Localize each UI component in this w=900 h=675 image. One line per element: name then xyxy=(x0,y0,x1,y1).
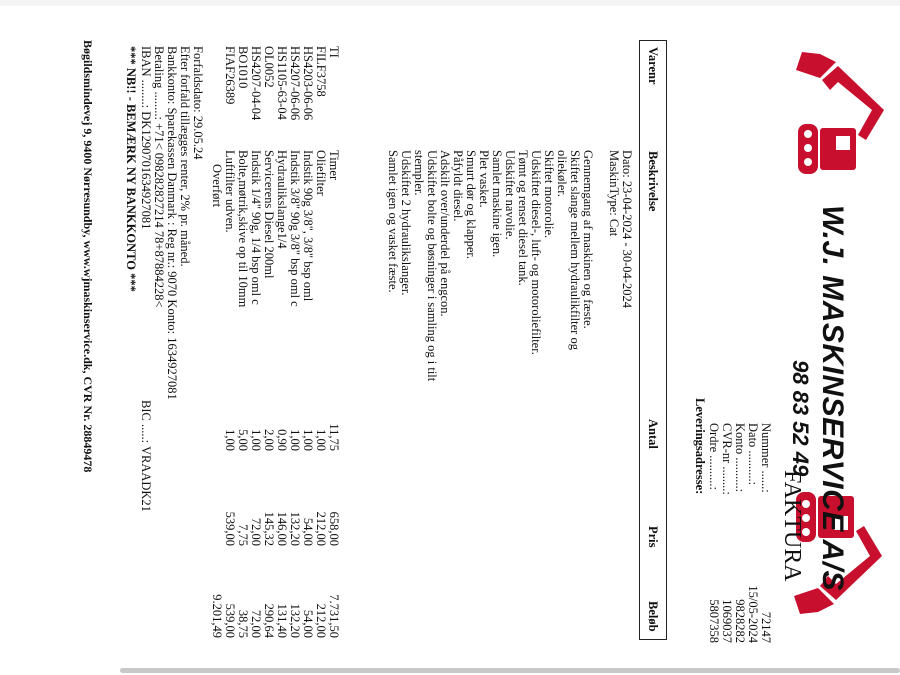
description-line: Tømt og renset diesel tank. xyxy=(516,150,530,286)
description-line: Skiftet slange mellem hydraulikfilter og xyxy=(568,150,582,350)
field-label: Dato ..........: xyxy=(746,423,760,486)
table-row xyxy=(314,46,327,640)
header-belob: Beløb xyxy=(646,601,660,632)
cell-pris: 132,20 xyxy=(288,511,302,546)
cell-belob: 132,20 xyxy=(288,603,302,638)
company-name: W.J. MASKINSERVICE A/S xyxy=(816,205,849,592)
payment-line: Efter forfald tillægges renter, 2% pr. måned. xyxy=(178,46,192,267)
table-row xyxy=(327,46,340,640)
cell-beskrivelse: Indstik 3/8" 90g 3/8" bsp oml c xyxy=(288,150,302,307)
cell-varenr: FIAF26389 xyxy=(223,46,237,105)
invoice-field-row xyxy=(720,423,733,643)
cell-beskrivelse: Bolte,møtrik,skive op til 10mm xyxy=(236,150,250,308)
description-line: stempler. xyxy=(412,150,426,196)
cell-antal: 1,00 xyxy=(314,429,328,451)
table-row xyxy=(223,46,236,640)
company-address: Bøgildsmindevej 9, 9400 Nørresundby, www.wjmaskinservice.dk, CVR Nr. 28849478 xyxy=(81,40,95,473)
field-value: 5807358 xyxy=(707,599,721,643)
invoice-fields xyxy=(707,423,772,643)
cell-antal: 1,00 xyxy=(249,429,263,451)
line-items xyxy=(210,46,340,640)
description-line: Samlet igen og vasket fæste. xyxy=(386,150,400,293)
field-label: CVR-nr ........: xyxy=(720,423,734,495)
field-value: 1069037 xyxy=(720,599,734,643)
field-label: Nummer ......: xyxy=(759,423,773,493)
cell-belob: 539,00 xyxy=(223,603,237,638)
description-line: Gennemgang af maskinen og fæste. xyxy=(581,150,595,329)
cell-varenr: OL0052 xyxy=(262,46,276,88)
cell-antal: 5,00 xyxy=(236,429,250,451)
table-row xyxy=(275,46,288,640)
description-line: Udskiftet navolie. xyxy=(503,150,517,240)
cell-beskrivelse: Hydraulikslange1/4 xyxy=(275,150,289,249)
cell-varenr: HS4207-06-06 xyxy=(288,46,302,121)
cell-pris: 54,00 xyxy=(301,517,315,546)
cell-varenr: BO1010 xyxy=(236,46,250,89)
company-phone: 98 83 52 49 xyxy=(788,360,813,477)
cell-antal: 1,00 xyxy=(301,429,315,451)
header-varenr: Varenr xyxy=(646,47,660,85)
cell-pris: 212,00 xyxy=(314,511,328,546)
cell-beskrivelse: Timer xyxy=(327,150,341,181)
header-pris: Pris xyxy=(646,526,660,548)
table-row xyxy=(262,46,275,640)
description-line: Adskilt over/underdel på engcon. xyxy=(438,150,452,317)
cell-belob: 72,00 xyxy=(249,609,263,638)
excavator-logo-icon xyxy=(784,40,894,180)
cell-belob: 54,00 xyxy=(301,609,315,638)
description-line: Udskiftet 2 hydraulikslanger. xyxy=(399,150,413,296)
cell-beskrivelse: Indstik 90g 3/8", 3/8" bsp oml xyxy=(301,150,315,302)
table-row xyxy=(288,46,301,640)
description-line: Udskiftet diesel-, luft- og motoroliefilter. xyxy=(529,150,543,355)
description-line: Plet vasket. xyxy=(477,150,491,208)
description-line: Smurt dør og klapper. xyxy=(464,150,478,260)
cell-belob: 7.731,50 xyxy=(327,594,341,638)
payment-info xyxy=(139,46,204,400)
description-line: oliekøler. xyxy=(555,150,569,197)
cell-varenr: FILF3758 xyxy=(314,46,328,97)
table-row xyxy=(236,46,249,640)
cell-pris: 146,00 xyxy=(275,511,289,546)
cell-pris: 539,00 xyxy=(223,511,237,546)
delivery-address-label: Leveringsadresse: xyxy=(693,398,707,495)
cell-belob: 212,00 xyxy=(314,603,328,638)
invoice-field-row xyxy=(707,423,720,643)
cell-belob: 290,64 xyxy=(262,603,276,638)
cell-varenr: HS1105-63-04 xyxy=(275,46,289,120)
description-line: MaskinType: Cat xyxy=(607,150,621,237)
cell-varenr: TI xyxy=(327,46,341,58)
payment-line: Forfaldsdato: 29.05.24 xyxy=(191,46,205,160)
description-line: Skiftet motorolie. xyxy=(542,150,556,239)
table-header xyxy=(639,40,667,640)
invoice-title: FAKTURA xyxy=(779,470,805,582)
invoice-field-row xyxy=(733,423,746,643)
field-label: Ordre ..........: xyxy=(707,423,721,490)
invoice-field-row xyxy=(746,423,759,643)
payment-line: Betaling ........: +71< 098282827214 78+87884228< xyxy=(152,46,166,308)
cell-beskrivelse: Indstik 1/4" 90g, 1/4 bsp oml c xyxy=(249,150,263,305)
cell-beskrivelse: Oliefilter xyxy=(314,150,328,196)
cell-pris: 145,32 xyxy=(262,511,276,546)
bic-code: BIC .....: VRAADK21 xyxy=(139,400,153,512)
cell-beskrivelse: Luftfilter udven. xyxy=(223,150,237,233)
cell-antal: 0,90 xyxy=(275,429,289,451)
header-antal: Antal xyxy=(646,419,660,449)
cell-antal: 11,75 xyxy=(327,423,341,451)
cell-antal: 1,00 xyxy=(223,429,237,451)
table-row xyxy=(301,46,314,640)
field-value: 72147 xyxy=(759,611,773,643)
field-value: 9828282 xyxy=(733,599,747,643)
description-line xyxy=(594,150,607,381)
description-line: Samlet maskine igen. xyxy=(490,150,504,258)
field-value: 15/05-2024 xyxy=(746,585,760,643)
cell-beskrivelse: Servicerens Diesel 200ml xyxy=(262,150,276,279)
cell-belob: 38,75 xyxy=(236,609,250,638)
bank-notice: *** NB!! - BEMÆRK NY BANKKONTO *** xyxy=(124,46,138,292)
overfort-value: 9.201,49 xyxy=(210,594,224,638)
work-description xyxy=(386,150,633,381)
overfort-label: Overført xyxy=(210,164,224,208)
field-label: Konto ..........: xyxy=(733,423,747,493)
cell-antal: 1,00 xyxy=(288,429,302,451)
cell-antal: 2,00 xyxy=(262,429,276,451)
header-beskrivelse: Beskrivelse xyxy=(646,151,660,212)
cell-pris: 658,00 xyxy=(327,511,341,546)
overfort-row xyxy=(210,46,223,640)
description-line: Påfyldt diesel. xyxy=(451,150,465,222)
description-line: Dato: 23-04-2024 - 30-04-2024 xyxy=(620,150,634,308)
table-row xyxy=(249,46,262,640)
payment-line: IBAN ........: DK1290701634927081 xyxy=(139,46,153,230)
horizontal-scrollbar[interactable] xyxy=(120,668,900,673)
cell-varenr: HS4203-06-06 xyxy=(301,46,315,121)
description-line: Udskiftet bolte og bøsninger i samling og i tilt xyxy=(425,150,439,382)
cell-varenr: HS4207-04-04 xyxy=(249,46,263,121)
cell-pris: 72,00 xyxy=(249,517,263,546)
cell-pris: 7,75 xyxy=(236,524,250,546)
invoice-field-row xyxy=(759,423,772,643)
payment-line: Bankkonto: Sparekassen Danmark : Reg nr.: 9070 Konto: 1634927081 xyxy=(165,46,179,400)
cell-belob: 131,40 xyxy=(275,603,289,638)
